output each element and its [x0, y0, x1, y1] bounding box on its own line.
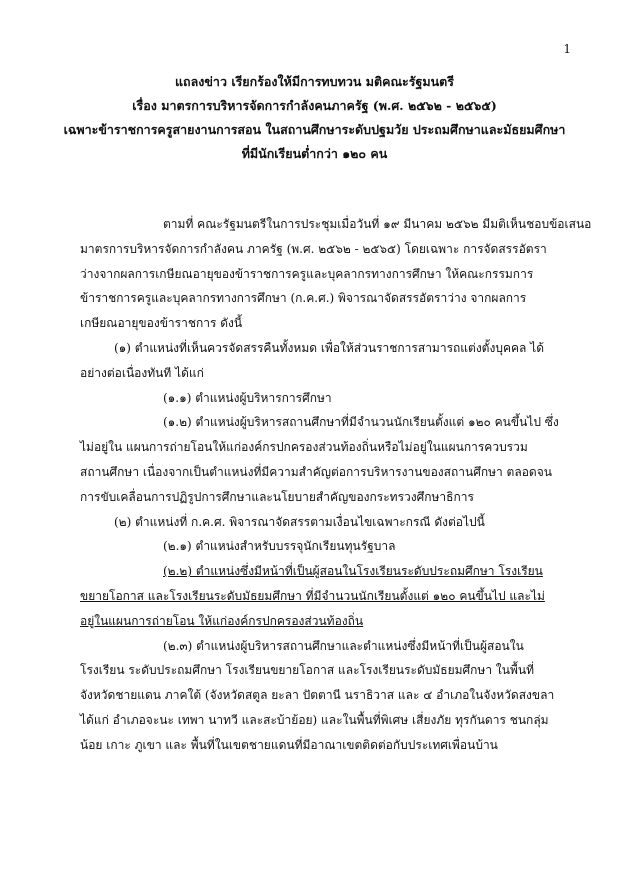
heading-line-3: เฉพาะข้าราชการครูสายงานการสอน ในสถานศึกษาระดับปฐมวัย ประถมศึกษาและมัธยมศึกษา — [63, 122, 566, 137]
item-1-2-line: การขับเคลื่อนการปฏิรูปการศึกษาและนโยบายสำคัญของกระทรวงศึกษาธิการ — [80, 489, 474, 504]
heading-line-1: แถลงข่าว เรียกร้องให้มีการทบทวน มติคณะรัฐมนตรี — [175, 74, 454, 89]
item-2-3-line: น้อย เกาะ ภูเขา และ พื้นที่ในเขตชายแดนที่มีอาณาเขตติดต่อกับประเทศเพื่อนบ้าน — [80, 737, 498, 752]
intro-line: มาตรการบริหารจัดการกำลังคน ภาครัฐ (พ.ศ. ๒๕๖๒ - ๒๕๖๕) โดยเฉพาะ การจัดสรรอัตรา — [80, 241, 547, 256]
document-heading — [60, 70, 569, 166]
item-2-2-line: (๒.๒) ตำแหน่งซึ่งมีหน้าที่เป็นผู้สอนในโรงเรียนระดับประถมศึกษา โรงเรียน — [163, 564, 543, 579]
heading-line-4: ที่มีนักเรียนต่ำกว่า ๑๒๐ คน — [241, 146, 388, 161]
item-1-line: (๑) ตำแหน่งที่เห็นควรจัดสรรคืนทั้งหมด เพื่อให้ส่วนราชการสามารถแต่งตั้งบุคคล ได้ — [114, 340, 544, 355]
item-2-3-line: จังหวัดชายแดน ภาคใต้ (จังหวัดสตูล ยะลา ปัตตานี นราธิวาส และ ๔ อำเภอในจังหวัดสงขลา — [80, 688, 555, 703]
intro-line: เกษียณอายุของข้าราชการ ดังนี้ — [80, 316, 243, 331]
intro-line: ตามที่ คณะรัฐมนตรีในการประชุมเมื่อวันที่ ๑๙ มีนาคม ๒๕๖๒ มีมติเห็นชอบข้อเสนอ — [163, 217, 592, 231]
heading-line-2: เรื่อง มาตรการบริหารจัดการกำลังคนภาครัฐ (พ.ศ. ๒๕๖๒ - ๒๕๖๕) — [132, 98, 497, 113]
item-2-3-line: โรงเรียน ระดับประถมศึกษา โรงเรียนขยายโอกาส และโรงเรียนระดับมัธยมศึกษา ในพื้นที่ — [80, 663, 534, 678]
item-2-3-line: (๒.๓) ตำแหน่งผู้บริหารสถานศึกษาและตำแหน่งซึ่งมีหน้าที่เป็นผู้สอนใน — [163, 638, 524, 653]
item-1-line: อย่างต่อเนื่องทันที ได้แก่ — [80, 365, 204, 380]
item-1-2-line: ไม่อยู่ใน แผนการถ่ายโอนให้แก่องค์กรปกครองส่วนท้องถิ่นหรือไม่อยู่ในแผนการควบรวม — [80, 440, 528, 455]
item-1-2-line: สถานศึกษา เนื่องจากเป็นตำแหน่งที่มีความสำคัญต่อการบริหารงานของสถานศึกษา ตลอดจน — [80, 464, 552, 479]
page-number: 1 — [563, 42, 571, 56]
item-2-2-line: ขยายโอกาส และโรงเรียนระดับมัธยมศึกษา ที่มีจำนวนนักเรียนตั้งแต่ ๑๒๐ คนขึ้นไป และไม่ — [80, 588, 545, 603]
item-2-2-line: อยู่ในแผนการถ่ายโอน ให้แก่องค์กรปกครองส่วนท้องถิ่น — [80, 613, 364, 628]
item-2-1: (๒.๑) ตำแหน่งสำหรับบรรจุนักเรียนทุนรัฐบาล — [163, 539, 396, 554]
intro-line: ข้าราชการครูและบุคลากรทางการศึกษา (ก.ค.ศ.) พิจารณาจัดสรรอัตราว่าง จากผลการ — [80, 291, 527, 306]
item-2: (๒) ตำแหน่งที่ ก.ค.ศ. พิจารณาจัดสรรตามเงื่อนไขเฉพาะกรณี ดังต่อไปนี้ — [114, 514, 485, 529]
document-body — [80, 212, 592, 758]
item-1-2-line: (๑.๒) ตำแหน่งผู้บริหารสถานศึกษาที่มีจำนวนนักเรียนตั้งแต่ ๑๒๐ คนขึ้นไป ซึ่ง — [163, 415, 559, 430]
intro-line: ว่างจากผลการเกษียณอายุของข้าราชการครูและบุคลากรทางการศึกษา ให้คณะกรรมการ — [80, 266, 534, 281]
item-1-1: (๑.๑) ตำแหน่งผู้บริหารการศึกษา — [163, 390, 332, 405]
item-2-3-line: ได้แก่ อำเภอจะนะ เทพา นาทวี และสะบ้าย้อย) และในพื้นที่พิเศษ เสี่ยงภัย ทุรกันดาร ชนกลุ่ม — [80, 712, 549, 727]
